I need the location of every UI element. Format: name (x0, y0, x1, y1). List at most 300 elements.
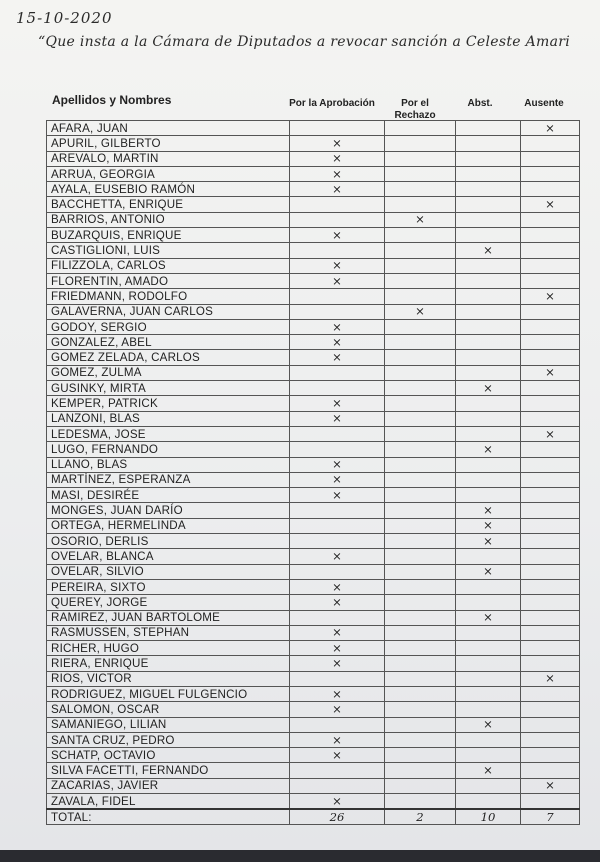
vote-cell-abst (456, 335, 521, 350)
vote-cell-abst (456, 289, 521, 304)
vote-cell-rechazo (385, 426, 456, 441)
vote-cell-abst (456, 518, 521, 533)
vote-cell-rechazo (385, 182, 456, 197)
vote-cell-rechazo (385, 549, 456, 564)
vote-cell-aprobacion (290, 503, 385, 518)
vote-cell-rechazo (385, 258, 456, 273)
vote-cell-abst (456, 641, 521, 656)
legislator-name: FILIZZOLA, CARLOS (47, 258, 290, 273)
legislator-name: AFARA, JUAN (47, 121, 290, 136)
cross-mark-icon: × (332, 487, 342, 502)
cross-mark-icon: × (483, 763, 493, 778)
vote-cell-aprobacion (290, 426, 385, 441)
legislator-name: MARTÍNEZ, ESPERANZA (47, 472, 290, 487)
vote-cell-aprobacion (290, 335, 385, 350)
vote-cell-abst (456, 381, 521, 396)
cross-mark-icon: × (332, 350, 342, 365)
legislator-name: ZACARIAS, JAVIER (47, 778, 290, 793)
vote-cell-ausente (521, 197, 580, 212)
legislator-name: RIERA, ENRIQUE (47, 656, 290, 671)
legislator-name: MONGES, JUAN DARÍO (47, 503, 290, 518)
table-row (47, 763, 580, 778)
vote-cell-ausente (521, 717, 580, 732)
total-aprobacion: 26 (290, 809, 385, 825)
table-row (47, 319, 580, 334)
vote-cell-ausente (521, 610, 580, 625)
vote-cell-abst (456, 778, 521, 793)
vote-cell-abst (456, 411, 521, 426)
vote-cell-abst (456, 702, 521, 717)
table-row (47, 534, 580, 549)
cross-mark-icon: × (483, 380, 493, 395)
vote-cell-rechazo (385, 136, 456, 151)
vote-cell-abst (456, 564, 521, 579)
legislator-name: SALOMON, OSCAR (47, 702, 290, 717)
table-row (47, 579, 580, 594)
cross-mark-icon: × (545, 778, 555, 793)
vote-cell-ausente (521, 212, 580, 227)
legislator-name: FRIEDMANN, RODOLFO (47, 289, 290, 304)
vote-cell-aprobacion (290, 732, 385, 747)
vote-cell-ausente (521, 625, 580, 640)
table-row (47, 396, 580, 411)
vote-cell-rechazo (385, 503, 456, 518)
cross-mark-icon: × (415, 212, 425, 227)
vote-cell-rechazo (385, 396, 456, 411)
table-row (47, 671, 580, 686)
legislator-name: MASI, DESIRÉE (47, 488, 290, 503)
column-header-rechazo: Por el Rechazo (394, 98, 436, 121)
vote-cell-aprobacion (290, 243, 385, 258)
table-row (47, 686, 580, 701)
legislator-name: LANZONI, BLAS (47, 411, 290, 426)
legislator-name: AREVALO, MARTIN (47, 151, 290, 166)
vote-cell-rechazo (385, 335, 456, 350)
table-row (47, 549, 580, 564)
table-row (47, 717, 580, 732)
vote-cell-abst (456, 794, 521, 810)
table-row (47, 151, 580, 166)
legislator-name: GUSINKY, MIRTA (47, 381, 290, 396)
vote-cell-aprobacion (290, 411, 385, 426)
vote-cell-abst (456, 625, 521, 640)
vote-cell-rechazo (385, 319, 456, 334)
table-row (47, 610, 580, 625)
vote-cell-rechazo (385, 534, 456, 549)
vote-cell-ausente (521, 778, 580, 793)
vote-cell-abst (456, 671, 521, 686)
table-row (47, 258, 580, 273)
vote-cell-ausente (521, 426, 580, 441)
vote-cell-ausente (521, 335, 580, 350)
vote-cell-rechazo (385, 595, 456, 610)
vote-cell-aprobacion (290, 549, 385, 564)
vote-cell-abst (456, 350, 521, 365)
vote-cell-ausente (521, 732, 580, 747)
vote-cell-ausente (521, 350, 580, 365)
vote-cell-aprobacion (290, 151, 385, 166)
vote-cell-ausente (521, 503, 580, 518)
cross-mark-icon: × (483, 533, 493, 548)
vote-cell-ausente (521, 136, 580, 151)
legislator-name: LLANO, BLAS (47, 457, 290, 472)
vote-cell-rechazo (385, 763, 456, 778)
vote-cell-ausente (521, 182, 580, 197)
vote-cell-ausente (521, 472, 580, 487)
table-row (47, 182, 580, 197)
legislator-name: GONZALEZ, ABEL (47, 335, 290, 350)
total-ausente: 7 (521, 809, 580, 825)
table-row (47, 702, 580, 717)
table-row (47, 426, 580, 441)
vote-cell-aprobacion (290, 182, 385, 197)
vote-cell-aprobacion (290, 702, 385, 717)
vote-cell-rechazo (385, 166, 456, 181)
cross-mark-icon: × (332, 732, 342, 747)
table-row (47, 503, 580, 518)
cross-mark-icon: × (483, 243, 493, 258)
vote-cell-aprobacion (290, 350, 385, 365)
legislator-name: GALAVERNA, JUAN CARLOS (47, 304, 290, 319)
vote-cell-rechazo (385, 197, 456, 212)
vote-cell-aprobacion (290, 794, 385, 810)
vote-cell-aprobacion (290, 518, 385, 533)
vote-cell-aprobacion (290, 671, 385, 686)
vote-cell-rechazo (385, 381, 456, 396)
vote-cell-abst (456, 396, 521, 411)
vote-cell-aprobacion (290, 625, 385, 640)
table-row (47, 212, 580, 227)
vote-cell-rechazo (385, 411, 456, 426)
vote-cell-aprobacion (290, 579, 385, 594)
vote-cell-aprobacion (290, 656, 385, 671)
vote-cell-ausente (521, 686, 580, 701)
vote-cell-abst (456, 717, 521, 732)
total-abst: 10 (456, 809, 521, 825)
vote-cell-aprobacion (290, 197, 385, 212)
vote-cell-ausente (521, 258, 580, 273)
vote-cell-rechazo (385, 717, 456, 732)
cross-mark-icon: × (332, 686, 342, 701)
table-row (47, 136, 580, 151)
cross-mark-icon: × (332, 166, 342, 181)
vote-cell-aprobacion (290, 595, 385, 610)
table-row (47, 641, 580, 656)
cross-mark-icon: × (545, 288, 555, 303)
total-label: TOTAL: (47, 809, 290, 825)
vote-cell-rechazo (385, 442, 456, 457)
legislator-name: LUGO, FERNANDO (47, 442, 290, 457)
cross-mark-icon: × (332, 411, 342, 426)
table-row (47, 518, 580, 533)
vote-cell-ausente (521, 763, 580, 778)
vote-cell-abst (456, 686, 521, 701)
legislator-name: RODRIGUEZ, MIGUEL FULGENCIO (47, 686, 290, 701)
vote-cell-rechazo (385, 610, 456, 625)
vote-cell-ausente (521, 794, 580, 810)
vote-cell-aprobacion (290, 258, 385, 273)
legislator-name: SAMANIEGO, LILIAN (47, 717, 290, 732)
vote-cell-rechazo (385, 472, 456, 487)
vote-cell-rechazo (385, 518, 456, 533)
total-row (47, 809, 580, 825)
vote-cell-abst (456, 472, 521, 487)
cross-mark-icon: × (332, 319, 342, 334)
cross-mark-icon: × (332, 747, 342, 762)
vote-cell-rechazo (385, 641, 456, 656)
legislator-name: GOMEZ, ZULMA (47, 365, 290, 380)
column-header-aprobacion: Por la Aprobación (289, 98, 375, 109)
vote-cell-abst (456, 503, 521, 518)
vote-cell-rechazo (385, 365, 456, 380)
legislator-name: BARRIOS, ANTONIO (47, 212, 290, 227)
legislator-name: RIOS, VICTOR (47, 671, 290, 686)
table-row (47, 564, 580, 579)
vote-cell-rechazo (385, 656, 456, 671)
cross-mark-icon: × (332, 640, 342, 655)
legislator-name: KEMPER, PATRICK (47, 396, 290, 411)
vote-cell-ausente (521, 273, 580, 288)
table-row (47, 228, 580, 243)
vote-cell-abst (456, 457, 521, 472)
table-row (47, 166, 580, 181)
cross-mark-icon: × (545, 426, 555, 441)
legislator-name: ORTEGA, HERMELINDA (47, 518, 290, 533)
cross-mark-icon: × (483, 441, 493, 456)
cross-mark-icon: × (332, 258, 342, 273)
cross-mark-icon: × (545, 365, 555, 380)
legislator-name: RASMUSSEN, STEPHAN (47, 625, 290, 640)
vote-cell-abst (456, 273, 521, 288)
vote-cell-ausente (521, 641, 580, 656)
legislator-name: FLORENTIN, AMADO (47, 273, 290, 288)
vote-cell-rechazo (385, 686, 456, 701)
cross-mark-icon: × (332, 579, 342, 594)
legislator-name: SANTA CRUZ, PEDRO (47, 732, 290, 747)
legislator-name: QUEREY, JORGE (47, 595, 290, 610)
cross-mark-icon: × (415, 304, 425, 319)
vote-cell-rechazo (385, 794, 456, 810)
vote-cell-abst (456, 212, 521, 227)
vote-cell-ausente (521, 304, 580, 319)
legislator-name: OVELAR, SILVIO (47, 564, 290, 579)
table-row (47, 304, 580, 319)
table-row (47, 411, 580, 426)
vote-table (46, 120, 580, 825)
cross-mark-icon: × (332, 625, 342, 640)
vote-cell-abst (456, 365, 521, 380)
table-row (47, 335, 580, 350)
vote-cell-ausente (521, 656, 580, 671)
table-row (47, 381, 580, 396)
legislator-name: RICHER, HUGO (47, 641, 290, 656)
vote-cell-ausente (521, 381, 580, 396)
vote-cell-abst (456, 182, 521, 197)
vote-cell-rechazo (385, 778, 456, 793)
vote-cell-aprobacion (290, 748, 385, 763)
vote-cell-rechazo (385, 748, 456, 763)
legislator-name: GODOY, SERGIO (47, 319, 290, 334)
table-row (47, 197, 580, 212)
cross-mark-icon: × (483, 564, 493, 579)
vote-cell-aprobacion (290, 228, 385, 243)
vote-cell-aprobacion (290, 166, 385, 181)
legislator-name: AYALA, EUSEBIO RAMÓN (47, 182, 290, 197)
vote-cell-ausente (521, 166, 580, 181)
vote-cell-rechazo (385, 350, 456, 365)
vote-cell-aprobacion (290, 717, 385, 732)
legislator-name: BUZARQUIS, ENRIQUE (47, 228, 290, 243)
table-row (47, 656, 580, 671)
vote-cell-ausente (521, 319, 580, 334)
vote-cell-rechazo (385, 488, 456, 503)
legislator-name: SILVA FACETTI, FERNANDO (47, 763, 290, 778)
legislator-name: BACCHETTA, ENRIQUE (47, 197, 290, 212)
total-rechazo: 2 (385, 809, 456, 825)
vote-cell-ausente (521, 518, 580, 533)
vote-cell-abst (456, 595, 521, 610)
vote-cell-rechazo (385, 304, 456, 319)
vote-cell-aprobacion (290, 381, 385, 396)
cross-mark-icon: × (332, 395, 342, 410)
cross-mark-icon: × (483, 610, 493, 625)
cross-mark-icon: × (483, 717, 493, 732)
vote-cell-ausente (521, 228, 580, 243)
cross-mark-icon: × (483, 503, 493, 518)
cross-mark-icon: × (332, 656, 342, 671)
vote-cell-aprobacion (290, 212, 385, 227)
table-row (47, 472, 580, 487)
vote-cell-ausente (521, 564, 580, 579)
cross-mark-icon: × (545, 197, 555, 212)
vote-cell-aprobacion (290, 488, 385, 503)
vote-cell-aprobacion (290, 472, 385, 487)
vote-cell-aprobacion (290, 273, 385, 288)
vote-cell-aprobacion (290, 136, 385, 151)
vote-cell-ausente (521, 243, 580, 258)
vote-cell-abst (456, 197, 521, 212)
vote-cell-aprobacion (290, 610, 385, 625)
vote-cell-ausente (521, 488, 580, 503)
cross-mark-icon: × (332, 594, 342, 609)
vote-cell-aprobacion (290, 457, 385, 472)
vote-cell-rechazo (385, 273, 456, 288)
cross-mark-icon: × (332, 793, 342, 808)
cross-mark-icon: × (545, 120, 555, 135)
table-row (47, 625, 580, 640)
vote-cell-aprobacion (290, 686, 385, 701)
vote-cell-aprobacion (290, 121, 385, 136)
vote-cell-ausente (521, 671, 580, 686)
table-row (47, 442, 580, 457)
table-row (47, 457, 580, 472)
table-row (47, 289, 580, 304)
vote-cell-ausente (521, 121, 580, 136)
vote-cell-abst (456, 166, 521, 181)
vote-cell-abst (456, 732, 521, 747)
vote-cell-rechazo (385, 732, 456, 747)
vote-cell-aprobacion (290, 564, 385, 579)
vote-cell-aprobacion (290, 442, 385, 457)
table-row (47, 732, 580, 747)
table-row (47, 350, 580, 365)
legislator-name: LEDESMA, JOSE (47, 426, 290, 441)
cross-mark-icon: × (332, 181, 342, 196)
vote-cell-ausente (521, 151, 580, 166)
vote-cell-ausente (521, 534, 580, 549)
vote-table-body (47, 121, 580, 825)
table-row (47, 794, 580, 810)
vote-cell-rechazo (385, 702, 456, 717)
vote-cell-aprobacion (290, 396, 385, 411)
vote-cell-abst (456, 304, 521, 319)
legislator-name: ZAVALA, FIDEL (47, 794, 290, 810)
cross-mark-icon: × (332, 701, 342, 716)
vote-cell-abst (456, 534, 521, 549)
cross-mark-icon: × (332, 457, 342, 472)
vote-cell-abst (456, 442, 521, 457)
cross-mark-icon: × (332, 334, 342, 349)
vote-cell-aprobacion (290, 289, 385, 304)
vote-cell-aprobacion (290, 319, 385, 334)
legislator-name: GOMEZ ZELADA, CARLOS (47, 350, 290, 365)
legislator-name: PEREIRA, SIXTO (47, 579, 290, 594)
cross-mark-icon: × (332, 548, 342, 563)
vote-cell-abst (456, 319, 521, 334)
table-row (47, 748, 580, 763)
legislator-name: APURIL, GILBERTO (47, 136, 290, 151)
cross-mark-icon: × (332, 273, 342, 288)
vote-cell-abst (456, 136, 521, 151)
vote-cell-ausente (521, 579, 580, 594)
vote-cell-ausente (521, 595, 580, 610)
vote-cell-rechazo (385, 289, 456, 304)
table-row (47, 243, 580, 258)
vote-cell-rechazo (385, 579, 456, 594)
vote-cell-aprobacion (290, 778, 385, 793)
table-row (47, 595, 580, 610)
vote-cell-abst (456, 258, 521, 273)
table-row (47, 778, 580, 793)
cross-mark-icon: × (332, 135, 342, 150)
legislator-name: ARRUA, GEORGIA (47, 166, 290, 181)
column-header-ausente: Ausente (524, 98, 564, 109)
vote-cell-aprobacion (290, 304, 385, 319)
vote-cell-abst (456, 748, 521, 763)
vote-cell-abst (456, 549, 521, 564)
legislator-name: SCHATP, OCTAVIO (47, 748, 290, 763)
vote-cell-abst (456, 228, 521, 243)
table-row (47, 121, 580, 136)
vote-cell-ausente (521, 457, 580, 472)
vote-cell-aprobacion (290, 763, 385, 778)
vote-cell-abst (456, 151, 521, 166)
vote-cell-rechazo (385, 212, 456, 227)
cross-mark-icon: × (332, 151, 342, 166)
vote-cell-ausente (521, 365, 580, 380)
legislator-name: RAMIREZ, JUAN BARTOLOME (47, 610, 290, 625)
legislator-name: OSORIO, DERLIS (47, 534, 290, 549)
column-header-names: Apellidos y Nombres (52, 93, 172, 107)
vote-cell-abst (456, 610, 521, 625)
vote-cell-ausente (521, 748, 580, 763)
vote-cell-rechazo (385, 151, 456, 166)
vote-cell-rechazo (385, 671, 456, 686)
vote-cell-rechazo (385, 457, 456, 472)
table-row (47, 365, 580, 380)
legislator-name: OVELAR, BLANCA (47, 549, 290, 564)
vote-cell-abst (456, 243, 521, 258)
